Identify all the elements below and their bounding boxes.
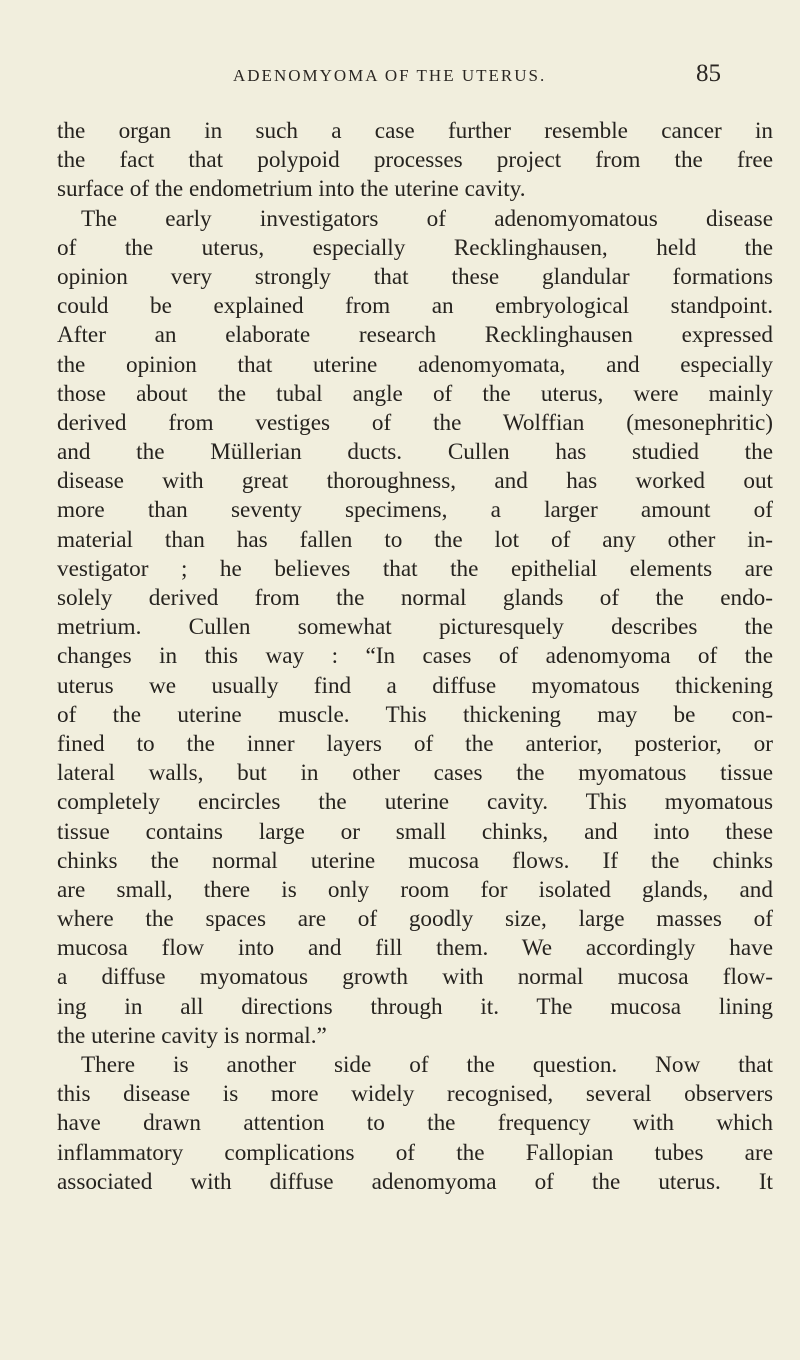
text-line: After an elaborate research Recklinghausen expressed — [57, 322, 773, 349]
page-number: 85 — [696, 60, 721, 87]
text-line: There is another side of the question. Now that — [81, 1052, 773, 1078]
text-line: of the uterus, especially Recklinghausen, held the — [57, 234, 773, 261]
text-line: more than seventy specimens, a larger amount of — [57, 497, 773, 524]
text-line: surface of the endometrium into the uterine cavity. — [57, 176, 526, 203]
text-line: the organ in such a case further resemble cancer in — [57, 118, 773, 144]
body-text — [57, 117, 773, 1197]
running-title: ADENOMYOMA OF THE UTERUS. — [233, 66, 547, 85]
text-line: derived from vestiges of the Wolffian (mesonephritic) — [57, 409, 773, 436]
text-line: mucosa flow into and fill them. We accordingly have — [57, 935, 773, 962]
text-line: those about the tubal angle of the uterus, were mainly — [57, 380, 773, 407]
text-line: could be explained from an embryological standpoint. — [57, 293, 773, 320]
text-line: completely encircles the uterine cavity. This myomatous — [57, 789, 773, 816]
text-line: changes in this way : “In cases of adenomyoma of the — [57, 643, 773, 670]
text-line: tissue contains large or small chinks, and into these — [57, 818, 773, 845]
text-line: the uterine cavity is normal.” — [57, 1022, 327, 1049]
text-line: vestigator ; he believes that the epithelial elements are — [57, 555, 773, 582]
text-line: and the Müllerian ducts. Cullen has studied the — [57, 439, 773, 466]
text-line: uterus we usually find a diffuse myomatous thickening — [57, 672, 773, 699]
text-line: ing in all directions through it. The mucosa lining — [57, 993, 773, 1020]
text-line: The early investigators of adenomyomatous disease — [81, 205, 773, 232]
text-line: lateral walls, but in other cases the myomatous tissue — [57, 760, 773, 787]
text-line: inflammatory complications of the Fallopian tubes are — [57, 1139, 773, 1166]
text-line: where the spaces are of goodly size, large masses of — [57, 906, 773, 933]
text-line: opinion very strongly that these glandular formations — [57, 263, 773, 290]
text-line: the opinion that uterine adenomyomata, and especially — [57, 351, 773, 378]
text-line: fined to the inner layers of the anterior, posterior, or — [57, 730, 773, 757]
running-head — [0, 60, 800, 96]
text-line: a diffuse myomatous growth with normal mucosa flow- — [57, 964, 773, 991]
text-line: of the uterine muscle. This thickening may be con- — [57, 701, 773, 728]
text-line: chinks the normal uterine mucosa flows. If the chinks — [57, 847, 773, 874]
text-line: solely derived from the normal glands of the endo- — [57, 585, 773, 611]
text-line: material than has fallen to the lot of any other in- — [57, 526, 773, 553]
text-line: metrium. Cullen somewhat picturesquely describes the — [57, 614, 773, 641]
text-line: the fact that polypoid processes project from the free — [57, 147, 773, 174]
text-line: are small, there is only room for isolated glands, and — [57, 876, 773, 903]
text-line: associated with diffuse adenomyoma of the uterus. It — [57, 1168, 773, 1195]
text-line: this disease is more widely recognised, several observers — [57, 1081, 773, 1108]
text-line: have drawn attention to the frequency with which — [57, 1110, 773, 1137]
text-line: disease with great thoroughness, and has worked out — [57, 468, 773, 495]
